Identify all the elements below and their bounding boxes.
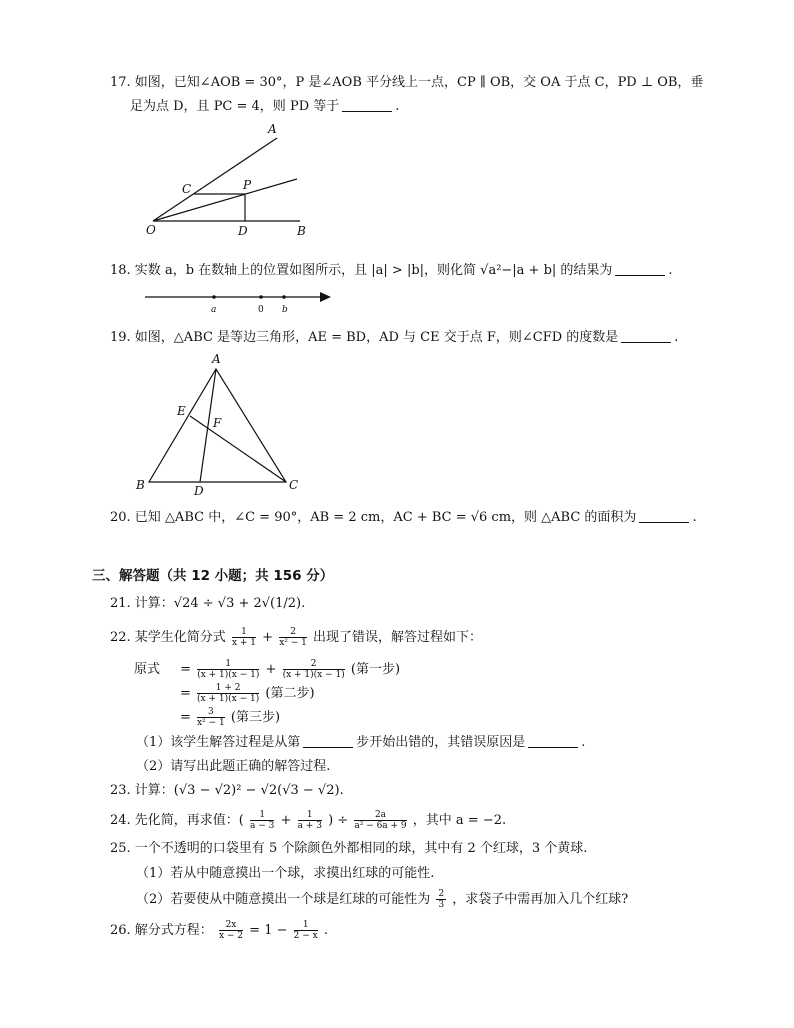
q24-fraction-c: [354, 810, 406, 831]
q22-fraction-1: [232, 627, 256, 648]
q24-mid: ) ÷: [328, 813, 349, 828]
q24-text-b: ，其中 a = −2.: [412, 813, 507, 828]
q22-s1-f2-den: (x + 1)(x − 1): [282, 670, 345, 680]
q22-label: 原式: [134, 662, 161, 677]
q22-sub1-a: （1）该学生解答过程是从第: [136, 735, 301, 750]
label-a-numberline: a: [211, 305, 217, 315]
q22-f1-den: x + 1: [231, 638, 257, 648]
q22-s1-fraction-2: [283, 659, 345, 680]
q26-f1-den: x − 2: [218, 931, 244, 941]
label-A-17: A: [268, 122, 277, 136]
label-E-19: E: [177, 404, 186, 418]
q22-s2-fraction: [197, 683, 259, 704]
label-zero-numberline: 0: [258, 305, 264, 315]
number-line-arrow: [320, 292, 331, 302]
q17-line1: 17. 如图，已知∠AOB = 30°，P 是∠AOB 平分线上一点，CP ∥ OB，交 OA 于点 C，PD ⊥ OB，垂: [110, 75, 704, 90]
number-line: [145, 292, 331, 302]
q24-fc-num: 2a: [354, 810, 406, 821]
q24-fraction-b: [298, 810, 322, 831]
q26-f1-num: 2x: [219, 920, 243, 931]
q25-fraction: [436, 889, 446, 910]
label-B-17: B: [297, 224, 306, 238]
q19-period: .: [674, 330, 679, 345]
q25-sub2-a: （2）若要使从中随意摸出一个球是红球的可能性为: [136, 892, 431, 907]
q26-fraction-1: [219, 920, 243, 941]
q22-fraction-2: [279, 627, 307, 648]
q26-fraction-2: [294, 920, 318, 941]
q19-line: [110, 329, 678, 347]
q22-intro-b: 出现了错误，解答过程如下：: [313, 630, 483, 645]
q22-step2: [180, 683, 315, 704]
q24-text-a: 24. 先化简，再求值：(: [110, 813, 244, 828]
label-B-19: B: [136, 478, 145, 492]
section-3-heading: 三、解答题（共 12 小题；共 156 分）: [92, 568, 334, 584]
q25-line1: 25. 一个不透明的口袋里有 5 个除颜色外都相同的球，其中有 2 个红球，3 个黄球.: [110, 841, 588, 856]
q22-step1-tag: (第一步): [350, 662, 401, 677]
q23-line: 23. 计算：(√3 − √2)² − √2(√3 − √2).: [110, 783, 344, 798]
q19-text: 19. 如图，△ABC 是等边三角形，AE = BD，AD 与 CE 交于点 F，则∠CFD 的度数是: [110, 330, 619, 345]
q18-text: 18. 实数 a，b 在数轴上的位置如图所示，且 |a| > |b|，则化简 √a²−|a + b| 的结果为: [110, 263, 613, 278]
q26-f2-num: 1: [294, 920, 318, 931]
q25-sub2: [136, 889, 628, 910]
q20-period: .: [692, 510, 697, 525]
q25-f-den: 3: [438, 900, 445, 910]
q22-step2-tag: (第二步): [265, 686, 315, 701]
q24-fc-den: a² − 6a + 9: [354, 821, 407, 831]
label-P-17: P: [243, 178, 252, 192]
q22-blank-1: [303, 735, 353, 748]
q25-f-num: 2: [438, 889, 445, 899]
q20-text: 20. 已知 △ABC 中，∠C = 90°，AB = 2 cm，AC + BC = √6 cm，则 △ABC 的面积为: [110, 510, 637, 525]
q24-fa-num: 1: [250, 810, 274, 821]
q26-f2-den: 2 − x: [293, 931, 318, 941]
q22-step3: [180, 707, 280, 728]
point-zero: [259, 295, 263, 299]
q22-s1-f1-den: (x + 1)(x − 1): [197, 670, 260, 680]
q26-text-b: .: [323, 923, 328, 938]
q17-line2-text: 足为点 D，且 PC = 4，则 PD 等于: [130, 99, 340, 114]
q18-line: [110, 262, 673, 280]
q24-fb-den: a + 3: [297, 821, 322, 831]
q22-step1: [134, 659, 400, 680]
q22-plus: +: [262, 630, 274, 645]
q20-line: [110, 509, 697, 527]
q19-answer-blank: [621, 330, 671, 343]
q22-sub1: [136, 734, 585, 752]
q26-mid: = 1 −: [249, 923, 288, 938]
q24-line: [110, 810, 506, 831]
point-a: [212, 295, 216, 299]
q22-s3-num: 3: [197, 707, 225, 718]
q22-sub2: （2）请写出此题正确的解答过程.: [136, 759, 331, 774]
q18-answer-blank: [615, 263, 665, 276]
q22-s2-den: (x + 1)(x − 1): [197, 694, 260, 704]
ray-bisector-OP: [153, 179, 297, 221]
q22-s1-fraction-1: [197, 659, 259, 680]
q22-eq-1: =: [180, 662, 192, 677]
q17-period: .: [395, 99, 400, 114]
q22-sub1-b: 步开始出错的，其错误原因是: [356, 735, 526, 750]
q22-eq-3: =: [180, 710, 191, 725]
label-C-17: C: [182, 182, 192, 196]
label-A-19: A: [212, 352, 221, 366]
q26-line: [110, 920, 328, 941]
q22-s1-f2-num: 2: [283, 659, 345, 670]
q22-sub1-c: .: [581, 735, 586, 750]
q22-f2-num: 2: [279, 627, 307, 638]
label-D-17: D: [238, 224, 248, 238]
q24-plus: +: [280, 813, 292, 828]
q22-s3-fraction: [197, 707, 225, 728]
label-O-17: O: [146, 223, 156, 237]
q22-f1-num: 1: [232, 627, 256, 638]
q22-s2-num: 1 + 2: [197, 683, 259, 694]
q18-period: .: [668, 263, 673, 278]
q22-intro-a: 22. 某学生化简分式: [110, 630, 226, 645]
q22-blank-2: [528, 735, 578, 748]
ray-OA: [153, 138, 277, 221]
label-b-numberline: b: [282, 305, 288, 315]
point-b: [282, 295, 286, 299]
q21-line: 21. 计算：√24 ÷ √3 + 2√(1/2).: [110, 596, 306, 611]
label-F-19: F: [213, 416, 222, 430]
q22-f2-den: x² − 1: [279, 638, 307, 648]
q22-eq-2: =: [180, 686, 191, 701]
q24-fraction-a: [250, 810, 274, 831]
q22-s1-f1-num: 1: [197, 659, 259, 670]
q24-fb-num: 1: [298, 810, 322, 821]
q25-sub2-b: ，求袋子中需再加入几个红球?: [452, 892, 629, 907]
q26-text-a: 26. 解分式方程：: [110, 923, 213, 938]
label-C-19: C: [289, 478, 299, 492]
q24-fa-den: a − 3: [250, 821, 275, 831]
q22-s1-plus: +: [265, 662, 277, 677]
q22-intro: [110, 627, 482, 648]
q25-sub1: （1）若从中随意摸出一个球，求摸出红球的可能性.: [136, 866, 435, 881]
figure-17: [153, 138, 300, 221]
q22-step3-tag: (第三步): [230, 710, 281, 725]
label-D-19: D: [194, 484, 204, 498]
q22-s3-den: x² − 1: [197, 718, 225, 728]
q20-answer-blank: [639, 510, 689, 523]
